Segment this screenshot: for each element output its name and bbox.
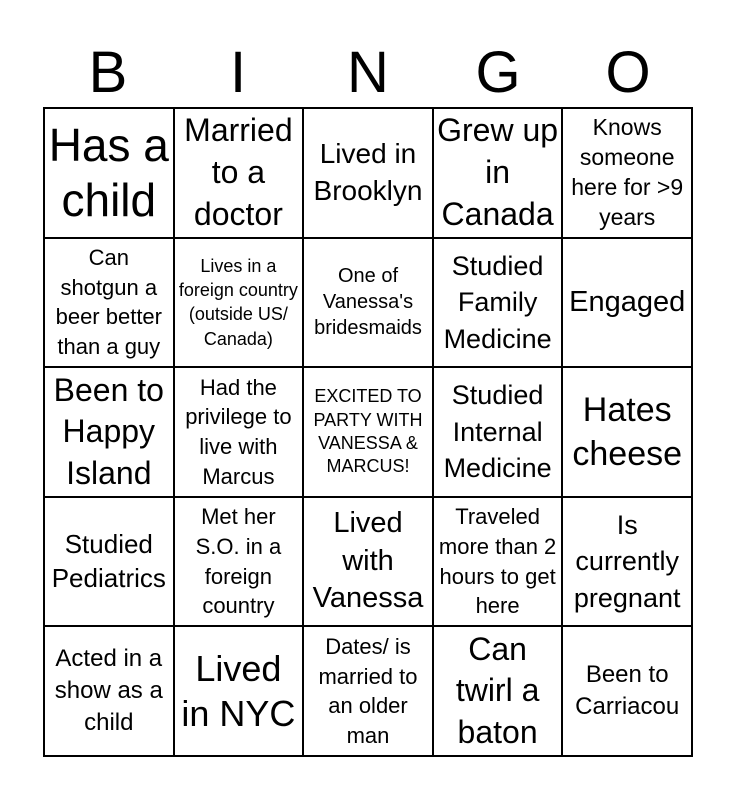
bingo-cell[interactable] xyxy=(174,108,304,238)
bingo-cell-text: Lived in NYC xyxy=(181,648,296,735)
bingo-cell-text: Lives in a foreign country (outside US/ Canada) xyxy=(178,255,298,349)
bingo-cell-text: Acted in a show as a child xyxy=(54,644,163,737)
bingo-cell[interactable] xyxy=(174,367,304,497)
bingo-cell[interactable] xyxy=(174,238,304,368)
bingo-cell-text: Traveled more than 2 hours to get here xyxy=(438,504,557,619)
bingo-cell[interactable] xyxy=(433,238,563,368)
bingo-cell-text: Been to Carriacou xyxy=(575,660,680,721)
bingo-cell[interactable] xyxy=(433,626,563,756)
bingo-cell-text: Studied Internal Medicine xyxy=(443,380,552,484)
bingo-cell[interactable] xyxy=(562,238,692,368)
bingo-header xyxy=(43,40,693,106)
bingo-cell[interactable] xyxy=(562,367,692,497)
bingo-grid xyxy=(43,107,693,757)
bingo-cell-text: Been to Happy Island xyxy=(53,371,164,491)
bingo-cell-text: One of Vanessa's bridesmaids xyxy=(314,265,422,340)
bingo-cell[interactable] xyxy=(303,367,433,497)
bingo-cell[interactable] xyxy=(562,108,692,238)
bingo-cell-text: Grew up in Canada xyxy=(437,112,559,232)
bingo-cell[interactable] xyxy=(562,626,692,756)
bingo-cell[interactable] xyxy=(174,626,304,756)
header-letter: O xyxy=(605,40,651,105)
bingo-cell[interactable] xyxy=(303,108,433,238)
bingo-cell[interactable] xyxy=(433,367,563,497)
bingo-cell-text: Lived in Brooklyn xyxy=(313,138,423,206)
bingo-cell-text: Can twirl a baton xyxy=(455,630,540,750)
bingo-cell-text: Married to a doctor xyxy=(184,112,293,232)
bingo-cell[interactable] xyxy=(44,497,174,627)
bingo-cell[interactable] xyxy=(44,367,174,497)
bingo-cell-text: Dates/ is married to an older man xyxy=(318,633,418,748)
bingo-cell[interactable] xyxy=(174,497,304,627)
bingo-cell[interactable] xyxy=(433,497,563,627)
bingo-cell[interactable] xyxy=(44,238,174,368)
bingo-cell[interactable] xyxy=(562,497,692,627)
header-letter: G xyxy=(475,40,521,105)
bingo-cell-text: Engaged xyxy=(569,285,686,318)
bingo-cell[interactable] xyxy=(303,238,433,368)
bingo-cell-text: Had the privilege to live with Marcus xyxy=(185,374,292,489)
bingo-cell-text: Studied Family Medicine xyxy=(443,250,552,354)
bingo-cell-text: Can shotgun a beer better than a guy xyxy=(55,245,162,360)
bingo-cell-text: Studied Pediatrics xyxy=(51,528,166,593)
bingo-cell-text: Has a child xyxy=(48,118,169,226)
header-letter: I xyxy=(229,40,247,105)
bingo-cell-text: Lived with Vanessa xyxy=(312,507,424,615)
bingo-cell-text: EXCITED TO PARTY WITH VANESSA & MARCUS! xyxy=(313,386,423,477)
bingo-cell-text: Met her S.O. in a foreign country xyxy=(195,504,282,619)
bingo-cell[interactable] xyxy=(433,108,563,238)
bingo-cell[interactable] xyxy=(303,626,433,756)
header-letter: B xyxy=(88,40,128,105)
header-letter: N xyxy=(347,40,389,105)
bingo-cell-text: Is currently pregnant xyxy=(573,509,681,613)
bingo-cell-text: Hates cheese xyxy=(572,390,683,473)
bingo-cell[interactable] xyxy=(44,626,174,756)
bingo-cell[interactable] xyxy=(44,108,174,238)
bingo-cell[interactable] xyxy=(303,497,433,627)
bingo-cell-text: Knows someone here for >9 years xyxy=(571,114,684,230)
